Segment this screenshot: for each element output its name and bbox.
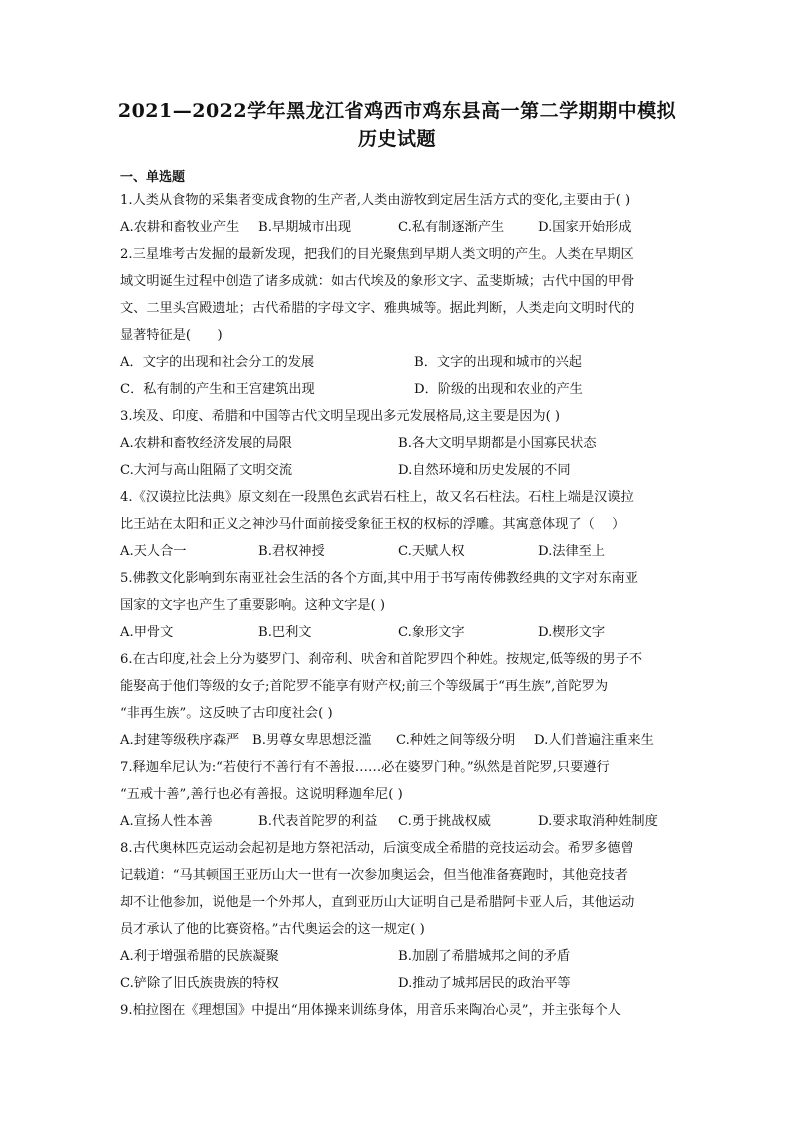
option-row xyxy=(120,943,680,970)
option-d: D.要求取消种姓制度 xyxy=(538,814,658,829)
option-b: B.君权神授 xyxy=(258,544,325,559)
option-row xyxy=(120,970,680,997)
option-row xyxy=(120,538,680,565)
question-text: 比王站在太阳和正义之神沙马什面前接受象征王权的权标的浮雕。其寓意体现了（ ） xyxy=(120,517,626,532)
option-row xyxy=(120,727,680,754)
question-text: 能娶高于他们等级的女子;首陀罗不能享有财产权;前三个等级属于“再生族”,首陀罗为 xyxy=(120,679,609,694)
question-text: 5.佛教文化影响到东南亚社会生活的各个方面,其中用于书写南传佛教经典的文字对东南亚 xyxy=(120,571,638,586)
document-title-line2: 历史试题 xyxy=(357,128,436,150)
option-row xyxy=(120,430,680,457)
question-list xyxy=(120,187,680,1024)
option-d: D.楔形文字 xyxy=(538,625,606,640)
question-text: 显著特征是( ) xyxy=(120,328,223,343)
option-row xyxy=(120,349,680,376)
option-d: D.国家开始形成 xyxy=(538,220,632,235)
option-d: D.自然环境和历史发展的不同 xyxy=(398,463,571,478)
option-b: B．文字的出现和城市的兴起 xyxy=(414,355,582,370)
document-title-line1: 2021—2022学年黑龙江省鸡西市鸡东县高一第二学期期中模拟 xyxy=(117,100,677,122)
option-b: B.各大文明早期都是小国寡民状态 xyxy=(398,436,597,451)
question-text: “非再生族”。这反映了古印度社会( ) xyxy=(120,706,333,721)
option-b: B.早期城市出现 xyxy=(258,220,352,235)
question-text: 1.人类从食物的采集者变成食物的生产者,人类由游牧到定居生活方式的变化,主要由于( ) xyxy=(120,193,631,208)
question-text: 9.柏拉图在《理想国》中提出“用体操来训练身体，用音乐来陶冶心灵”，并主张每个人 xyxy=(120,1003,621,1018)
option-a: A.农耕和畜牧经济发展的局限 xyxy=(120,436,292,451)
option-a: A.天人合一 xyxy=(120,544,187,559)
question-text: 3.埃及、印度、希腊和中国等古代文明呈现出多元发展格局,这主要是因为( ) xyxy=(120,409,561,424)
option-d: D．阶级的出现和农业的产生 xyxy=(414,382,583,397)
question-text: 却不让他参加，说他是一个外邦人，直到亚历山大证明自己是希腊阿卡亚人后，其他运动 xyxy=(120,895,635,910)
option-row xyxy=(120,457,680,484)
question-text: 4.《汉谟拉比法典》原文刻在一段黑色玄武岩石柱上，故又名石柱法。石柱上端是汉谟拉 xyxy=(120,490,634,505)
option-c: C.大河与高山阻隔了文明交流 xyxy=(120,463,293,478)
option-a: A．文字的出现和社会分工的发展 xyxy=(120,355,315,370)
option-a: A.封建等级秩序森严 xyxy=(120,733,240,748)
question-text: 记载道：“马其顿国王亚历山大一世有一次参加奥运会，但当他准备赛跑时，其他竞技者 xyxy=(120,868,628,883)
question-text: 8.古代奥林匹克运动会起初是地方祭祀活动，后演变成全希腊的竞技运动会。希罗多德曾 xyxy=(120,841,634,856)
option-c: C.象形文字 xyxy=(398,625,465,640)
option-a: A.农耕和畜牧业产生 xyxy=(120,220,240,235)
option-c: C.私有制逐渐产生 xyxy=(398,220,505,235)
option-b: B.男尊女卑思想泛滥 xyxy=(252,733,372,748)
option-c: C.种姓之间等级分明 xyxy=(396,733,516,748)
question-text: 7.释迦牟尼认为:“若使行不善行有不善报……必在婆罗门种。”纵然是首陀罗,只要遵行 xyxy=(120,760,610,775)
option-c: C.勇于挑战权威 xyxy=(398,814,491,829)
option-a: A.甲骨文 xyxy=(120,625,174,640)
option-c: C．私有制的产生和王宫建筑出现 xyxy=(120,382,315,397)
option-a: A.宣扬人性本善 xyxy=(120,814,213,829)
question-text: 2.三星堆考古发掘的最新发现，把我们的目光聚焦到早期人类文明的产生。人类在早期区 xyxy=(120,247,634,262)
option-c: C.天赋人权 xyxy=(398,544,465,559)
option-d: D.法律至上 xyxy=(538,544,606,559)
question-9 xyxy=(120,997,680,1024)
option-b: B.巴利文 xyxy=(258,625,312,640)
question-8 xyxy=(120,835,680,997)
question-1 xyxy=(120,187,680,241)
option-row xyxy=(120,619,680,646)
option-c: C.铲除了旧氏族贵族的特权 xyxy=(120,976,279,991)
question-3 xyxy=(120,403,680,484)
option-b: B.代表首陀罗的利益 xyxy=(258,814,378,829)
option-a: A.利于增强希腊的民族凝聚 xyxy=(120,949,279,964)
question-text: 员才承认了他的比赛资格。”古代奥运会的这一规定( ) xyxy=(120,922,425,937)
question-7 xyxy=(120,754,680,835)
question-text: “五戒十善”,善行也必有善报。这说明释迦牟尼( ) xyxy=(120,787,403,802)
question-2 xyxy=(120,241,680,403)
section-heading: 一、单选题 xyxy=(120,170,186,185)
question-5 xyxy=(120,565,680,646)
question-text: 文、二里头宫殿遗址；古代希腊的字母文字、雅典城等。据此判断，人类走向文明时代的 xyxy=(120,301,635,316)
question-text: 域文明诞生过程中创造了诸多成就：如古代埃及的象形文字、孟斐斯城；古代中国的甲骨 xyxy=(120,274,635,289)
option-row xyxy=(120,376,680,403)
option-row xyxy=(120,214,680,241)
question-4 xyxy=(120,484,680,565)
option-d: D.推动了城邦居民的政治平等 xyxy=(398,976,571,991)
question-text: 6.在古印度,社会上分为婆罗门、刹帝利、吠舍和首陀罗四个种姓。按规定,低等级的男子不 xyxy=(120,652,643,667)
question-6 xyxy=(120,646,680,754)
option-row xyxy=(120,808,680,835)
option-d: D.人们普遍注重来生 xyxy=(534,733,654,748)
question-text: 国家的文字也产生了重要影响。这种文字是( ) xyxy=(120,598,386,613)
option-b: B.加剧了希腊城邦之间的矛盾 xyxy=(398,949,571,964)
